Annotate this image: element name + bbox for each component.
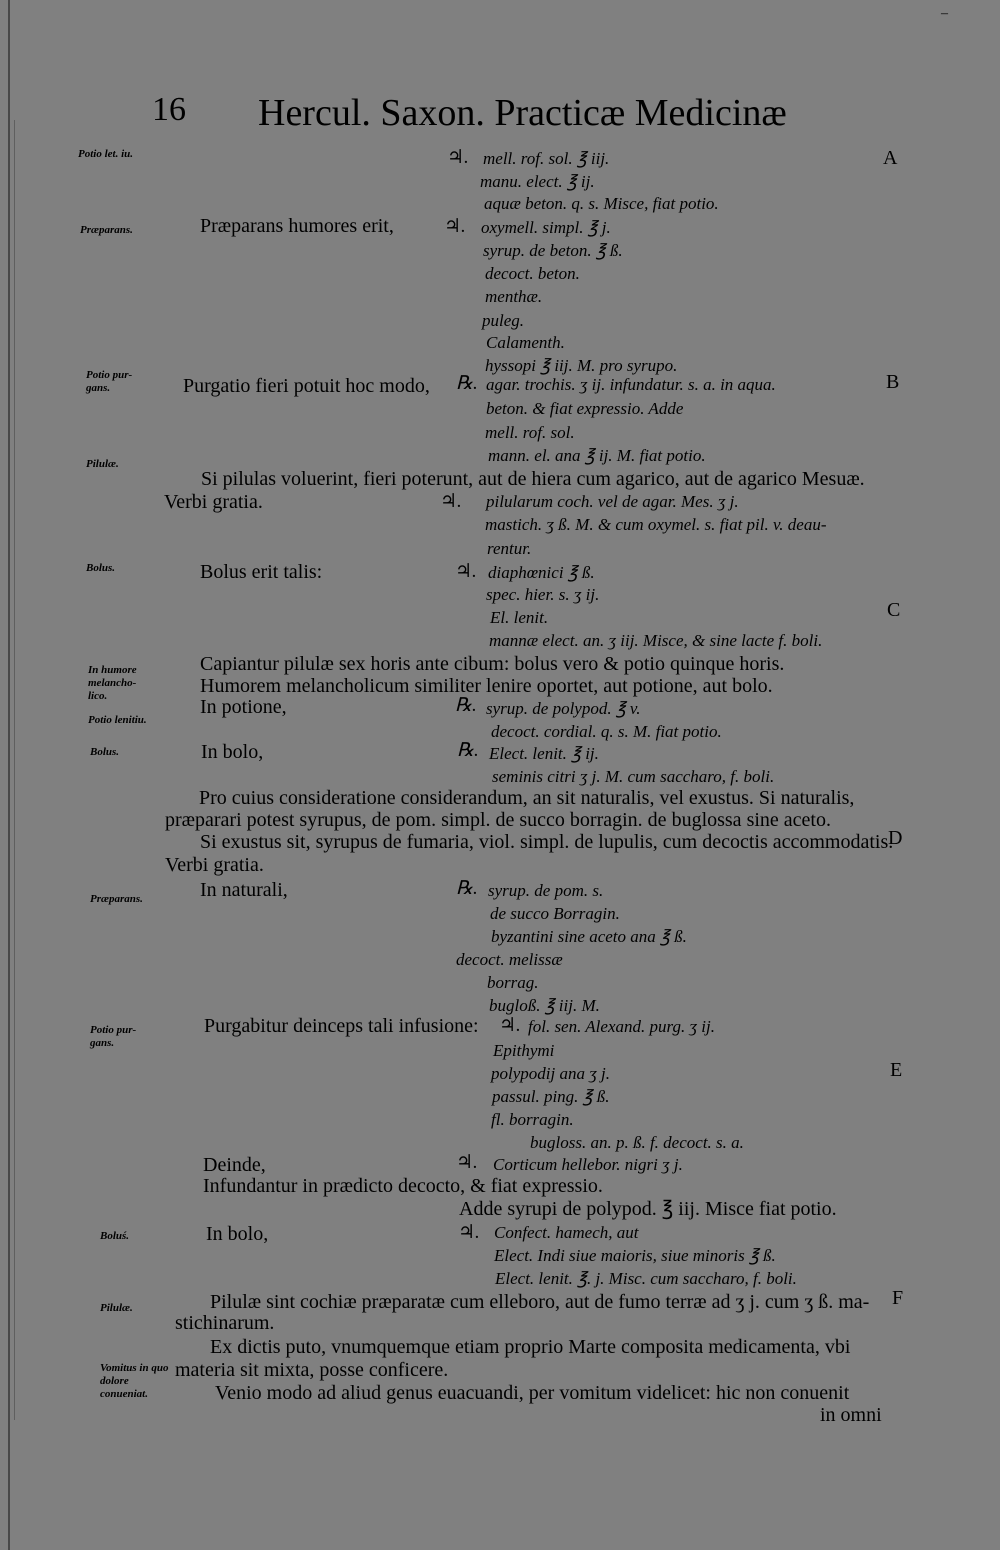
text-line: rentur. — [487, 539, 532, 558]
text-line: Epithymi — [493, 1041, 555, 1060]
text-line: Pilulæ sint cochiæ præparatæ cum elleboro, aut de fumo terræ ad ʒ j. cum ʒ ß. ma- — [210, 1291, 870, 1313]
text-line: Præparans humores erit, — [200, 215, 394, 237]
margin-note: Potio lenitiu. — [88, 714, 147, 726]
text-line: borrag. — [487, 973, 539, 992]
text-line: agar. trochis. ʒ ij. infundatur. s. a. in aqua. — [486, 375, 776, 394]
recipe-symbol: ℞. — [455, 695, 477, 716]
text-line: mann. el. ana ℥ ij. M. fiat potio. — [488, 446, 706, 465]
text-line: decoct. cordial. q. s. M. fiat potio. — [491, 722, 722, 741]
recipe-symbol: ℞. — [456, 878, 478, 899]
text-line: syrup. de pom. s. — [488, 881, 604, 900]
text-line: Bolus erit talis: — [200, 561, 323, 583]
text-line: fol. sen. Alexand. purg. ʒ ij. — [528, 1017, 715, 1036]
recipe-symbol: ♃. — [447, 147, 469, 168]
recipe-symbol: ♃. — [456, 1152, 478, 1173]
recipe-symbol: ♃. — [499, 1015, 521, 1036]
margin-note: In humore melancho- lico. — [88, 664, 137, 703]
text-line: stichinarum. — [175, 1312, 275, 1334]
recipe-symbol: ♃. — [455, 561, 477, 582]
margin-note: Bolus. — [90, 746, 120, 758]
text-line: Ex dictis puto, vnumquemque etiam proprio Marte composita medicamenta, vbi — [210, 1336, 851, 1358]
text-line: de succo Borragin. — [490, 904, 620, 923]
section-letter: E — [890, 1059, 903, 1081]
text-line: byzantini sine aceto ana ℥ ß. — [491, 927, 687, 946]
text-line: Verbi gratia. — [164, 491, 263, 513]
page-number: 16 — [152, 91, 186, 128]
section-letter: F — [892, 1287, 904, 1309]
section-letter: D — [888, 827, 903, 849]
text-line: Elect. Indi siue maioris, siue minoris ℥ ß. — [494, 1246, 776, 1265]
margin-note: Boluś. — [100, 1230, 130, 1242]
margin-note: Vomitus in quo dolore conueniat. — [100, 1362, 169, 1401]
text-line: materia sit mixta, posse conficere. — [175, 1359, 449, 1381]
catchword: in omni — [820, 1404, 882, 1426]
text-line: Deinde, — [203, 1154, 266, 1176]
recipe-symbol: ℞. — [457, 740, 479, 761]
text-line: decoct. beton. — [485, 264, 580, 283]
text-line: manu. elect. ℥ ij. — [480, 172, 595, 191]
text-line: menthæ. — [485, 287, 543, 306]
margin-note: Præparans. — [80, 224, 133, 236]
margin-note: Pilulæ. — [100, 1302, 133, 1314]
text-line: seminis citri ʒ j. M. cum saccharo, f. boli. — [492, 767, 775, 786]
text-line: aquæ beton. q. s. Misce, fiat potio. — [484, 194, 719, 213]
text-line: pilularum coch. vel de agar. Mes. ʒ j. — [486, 492, 739, 511]
margin-note: Potio let. iu. — [78, 148, 133, 160]
text-line: Humorem melancholicum similiter lenire oportet, aut potione, aut bolo. — [200, 675, 773, 697]
text-line: Si pilulas voluerint, fieri poterunt, aut de hiera cum agarico, aut de agarico Mesuæ. — [201, 468, 865, 490]
text-line: Corticum hellebor. nigri ʒ j. — [493, 1155, 683, 1174]
page-edge-line-inner — [14, 120, 15, 1420]
recipe-symbol: ♃. — [458, 1222, 480, 1243]
text-line: Pro cuius consideratione considerandum, an sit naturalis, vel exustus. Si naturalis, — [199, 787, 855, 809]
text-line: syrup. de polypod. ℥ v. — [486, 699, 641, 718]
text-line: mell. rof. sol. — [485, 423, 575, 442]
text-line: passul. ping. ℥ ß. — [492, 1087, 610, 1106]
text-line: hyssopi ℥ iij. M. pro syrupo. — [485, 356, 678, 375]
text-line: polypodij ana ʒ j. — [491, 1064, 610, 1083]
margin-note: Potio pur- gans. — [90, 1024, 137, 1050]
section-letter: A — [883, 147, 898, 169]
corner-mark: – — [941, 6, 948, 21]
text-line: oxymell. simpl. ℥ j. — [481, 218, 611, 237]
text-line: puleg. — [482, 311, 525, 330]
text-line: In potione, — [200, 696, 287, 718]
text-line: Purgatio fieri potuit hoc modo, — [183, 375, 430, 397]
text-line: mell. rof. sol. ℥ iij. — [483, 149, 610, 168]
text-line: mannæ elect. an. ʒ iij. Misce, & sine lacte f. boli. — [489, 631, 823, 650]
text-line: In naturali, — [200, 879, 288, 901]
text-line: Purgabitur deinceps tali infusione: — [204, 1015, 479, 1037]
text-line: beton. & fiat expressio. Adde — [486, 399, 684, 418]
text-line: Infundantur in prædicto decocto, & fiat expressio. — [203, 1175, 603, 1197]
text-line: diaphœnici ℥ ß. — [488, 563, 595, 582]
text-line: Confect. hamech, aut — [494, 1223, 639, 1242]
running-title: Hercul. Saxon. Practicæ Medicinæ — [258, 92, 787, 134]
text-line: In bolo, — [201, 741, 264, 763]
text-line: Adde syrupi de polypod. ℥ iij. Misce fiat potio. — [459, 1198, 837, 1220]
margin-note: Pilulæ. — [86, 458, 119, 470]
text-line: spec. hier. s. ʒ ij. — [486, 585, 600, 604]
text-line: præparari potest syrupus, de pom. simpl. de succo borragin. de buglossa sine aceto. — [165, 809, 831, 831]
text-line: Calamenth. — [486, 333, 565, 352]
text-line: El. lenit. — [490, 608, 549, 627]
section-letter: C — [887, 599, 901, 621]
text-line: fl. borragin. — [491, 1110, 574, 1129]
margin-note: Potio pur- gans. — [86, 369, 133, 395]
text-line: In bolo, — [206, 1223, 269, 1245]
page-edge-line — [8, 0, 10, 1550]
section-letter: B — [886, 371, 900, 393]
margin-note: Præparans. — [90, 893, 143, 905]
margin-note: Bolus. — [86, 562, 116, 574]
text-line: bugloß. ℥ iij. M. — [489, 996, 600, 1015]
recipe-symbol: ℞. — [456, 373, 478, 394]
text-line: Si exustus sit, syrupus de fumaria, viol. simpl. de lupulis, cum decoctis accommodatis. — [200, 831, 894, 853]
text-line: Elect. lenit. ℥. j. Misc. cum saccharo, f. boli. — [495, 1269, 797, 1288]
text-line: syrup. de beton. ℥ ß. — [483, 241, 623, 260]
text-line: bugloss. an. p. ß. f. decoct. s. a. — [530, 1133, 744, 1152]
text-line: mastich. ʒ ß. M. & cum oxymel. s. fiat pil. v. deau- — [485, 515, 827, 534]
text-line: decoct. melissæ — [456, 950, 563, 969]
recipe-symbol: ♃. — [444, 216, 466, 237]
recipe-symbol: ♃. — [440, 491, 462, 512]
text-line: Venio modo ad aliud genus euacuandi, per vomitum videlicet: hic non conuenit — [215, 1382, 850, 1404]
text-line: Elect. lenit. ℥ ij. — [489, 744, 599, 763]
text-line: Capiantur pilulæ sex horis ante cibum: bolus vero & potio quinque horis. — [200, 653, 785, 675]
text-line: Verbi gratia. — [165, 854, 264, 876]
